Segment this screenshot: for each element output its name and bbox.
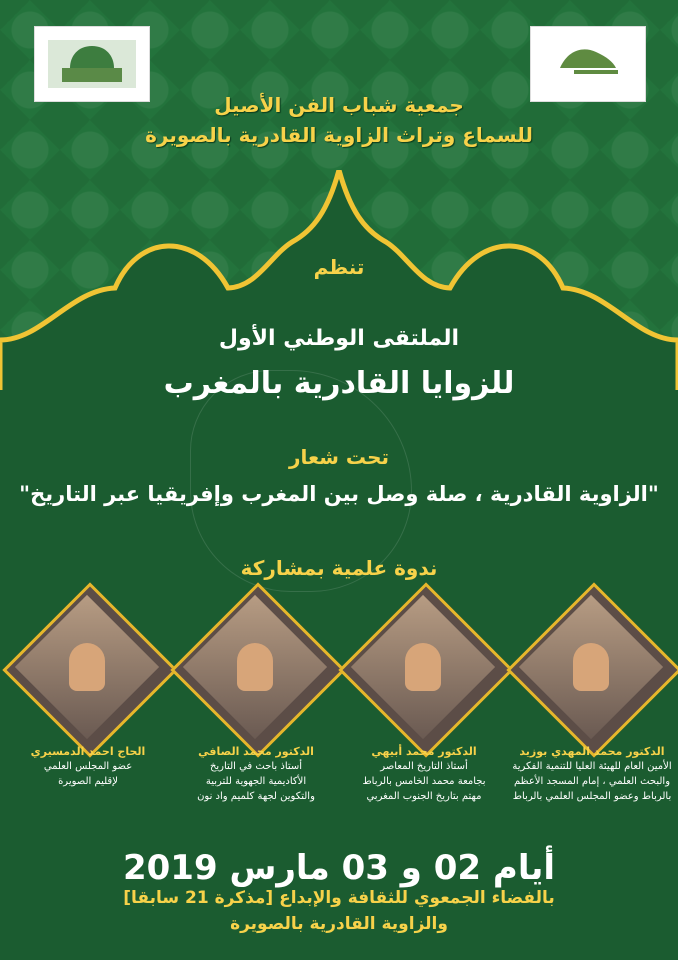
speaker-role-3-line2: بجامعة محمد الخامس بالرباط: [362, 776, 486, 787]
speaker-card-4: [512, 744, 672, 804]
event-date: أيام 02 و 03 مارس 2019: [122, 848, 556, 888]
venue-line2: والزاوية القادرية بالصويرة: [230, 914, 448, 934]
speaker-role-4-line3: بالرباط وعضو المجلس العلمي بالرباط: [512, 791, 672, 802]
person-silhouette: [405, 643, 441, 691]
speaker-role-3-line1: أستاذ التاريخ المعاصر: [380, 761, 468, 772]
speaker-photo-1: [14, 594, 160, 740]
speaker-role-2-line3: والتكوين لجهة كلميم واد نون: [197, 791, 315, 802]
organizes-label: تنظم: [313, 255, 365, 279]
speaker-name-1: الحاج احمد الدمسيري: [30, 745, 146, 758]
speaker-photo-3: [350, 594, 496, 740]
speaker-card-1: [8, 744, 168, 789]
speaker-role-1-line2: لإقليم الصويرة: [58, 776, 118, 787]
motto-text: "الزاوية القادرية ، صلة وصل بين المغرب وإفريقيا عبر التاريخ": [19, 482, 659, 506]
speaker-role-4-line2: والبحث العلمي ، إمام المسجد الأعظم: [513, 776, 671, 787]
association-name: جمعية شباب الفن الأصيل: [214, 93, 464, 117]
header-text: [0, 90, 678, 150]
speaker-role-2-line2: الأكاديمية الجهوية للتربية: [205, 776, 307, 787]
speaker-role-3-line3: مهتم بتاريخ الجنوب المغربي: [366, 791, 482, 802]
meeting-title-line1: الملتقى الوطني الأول: [218, 326, 460, 351]
person-silhouette: [573, 643, 609, 691]
speaker-photo-2: [182, 594, 328, 740]
speaker-card-2: [176, 744, 336, 804]
speaker-role-1-line1: عضو المجلس العلمي: [43, 761, 133, 772]
motto-label: تحت شعار: [288, 445, 390, 469]
venue-line1: بالفضاء الجمعوي للثقافة والإبداع [مذكرة 21 سابقا]: [123, 888, 555, 908]
speaker-card-3: [344, 744, 504, 804]
speaker-name-2: الدكتور محمد الصافي: [198, 745, 314, 758]
speakers-row: [0, 594, 678, 854]
speaker-role-4-line1: الأمين العام للهيئة العليا للتنمية الفكرية: [512, 761, 672, 772]
speaker-photo-4: [518, 594, 664, 740]
speaker-name-4: الدكتور محمد المهدي بوزيد: [519, 745, 665, 758]
association-subtitle: للسماع وتراث الزاوية القادرية بالصويرة: [145, 123, 533, 147]
speaker-name-3: الدكتور محمد أبيهي: [371, 745, 477, 758]
meeting-title-line2: للزوايا القادرية بالمغرب: [163, 366, 515, 401]
speaker-role-2-line1: أستاذ باحث في التاريخ: [209, 761, 303, 772]
person-silhouette: [69, 643, 105, 691]
person-silhouette: [237, 643, 273, 691]
symposium-label: ندوة علمية بمشاركة: [240, 556, 438, 580]
